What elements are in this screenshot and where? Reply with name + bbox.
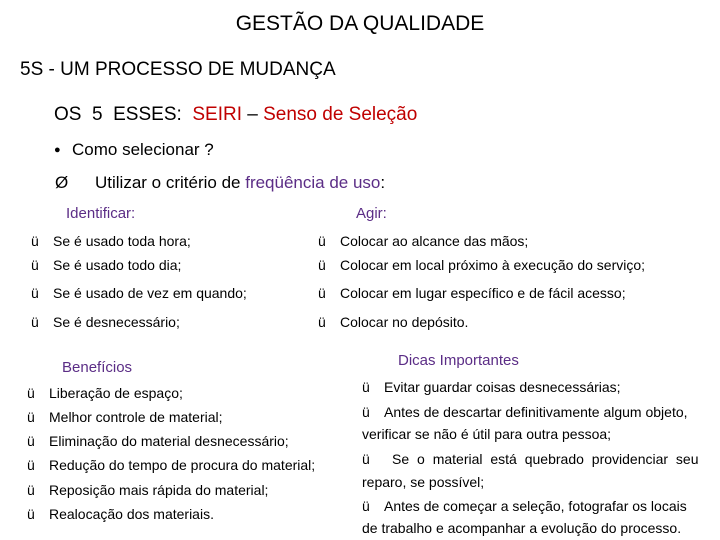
question-line xyxy=(54,140,214,160)
arrow-icon: Ø xyxy=(55,173,69,192)
identify-header: Identificar: xyxy=(66,205,136,222)
benefit-item: ü Liberação de espaço; xyxy=(27,385,183,401)
act-header: Agir: xyxy=(356,205,387,222)
question-text: Como selecionar ? xyxy=(72,140,214,159)
criterion-colon: : xyxy=(380,173,386,192)
identify-item: ü Se é desnecessário; xyxy=(31,314,180,330)
check-icon: ü xyxy=(318,285,326,301)
benefit-item: ü Melhor controle de material; xyxy=(27,409,223,425)
benefit-item: ü Eliminação do material desnecessário; xyxy=(27,433,289,449)
criterion-line xyxy=(55,173,385,193)
benefit-item: ü Redução do tempo de procura do material; xyxy=(27,457,316,473)
check-icon: ü xyxy=(362,451,370,467)
section-heading xyxy=(54,104,417,126)
bullet-icon: ● xyxy=(54,144,61,156)
check-icon: ü xyxy=(318,233,326,249)
act-item: ü Colocar em lugar específico e de fácil acesso; xyxy=(318,285,626,301)
benefits-header: Benefícios xyxy=(62,359,133,376)
heading-seiri: SEIRI xyxy=(192,104,242,125)
check-icon: ü xyxy=(31,257,39,273)
check-icon: ü xyxy=(318,257,326,273)
heading-sense: Senso de Seleção xyxy=(263,104,418,125)
criterion-highlight: freqüência de uso xyxy=(245,173,381,192)
heading-dash: – xyxy=(241,104,264,125)
identify-item: ü Se é usado todo dia; xyxy=(31,257,182,273)
check-icon: ü xyxy=(27,457,35,473)
check-icon: ü xyxy=(27,506,35,522)
subtitle: 5S - UM PROCESSO DE MUDANÇA xyxy=(20,59,336,80)
page-title: GESTÃO DA QUALIDADE xyxy=(235,12,485,35)
act-item: ü Colocar em local próximo à execução do serviço; xyxy=(318,257,646,273)
check-icon: ü xyxy=(27,409,35,425)
benefit-item: ü Realocação dos materiais. xyxy=(27,506,214,522)
identify-item: ü Se é usado de vez em quando; xyxy=(31,285,247,301)
check-icon: ü xyxy=(31,314,39,330)
check-icon: ü xyxy=(31,285,39,301)
check-icon: ü xyxy=(362,379,370,395)
check-icon: ü xyxy=(31,233,39,249)
check-icon: ü xyxy=(362,498,370,514)
criterion-text: Utilizar o critério de xyxy=(95,173,246,192)
tips-header: Dicas Importantes xyxy=(398,352,519,369)
heading-prefix: OS 5 ESSES: xyxy=(54,104,193,125)
identify-item: ü Se é usado toda hora; xyxy=(31,233,191,249)
check-icon: ü xyxy=(27,433,35,449)
check-icon: ü xyxy=(27,385,35,401)
act-item: ü Colocar ao alcance das mãos; xyxy=(318,233,529,249)
check-icon: ü xyxy=(27,482,35,498)
act-item: ü Colocar no depósito. xyxy=(318,314,469,330)
check-icon: ü xyxy=(362,404,370,420)
check-icon: ü xyxy=(318,314,326,330)
benefit-item: ü Reposição mais rápida do material; xyxy=(27,482,269,498)
